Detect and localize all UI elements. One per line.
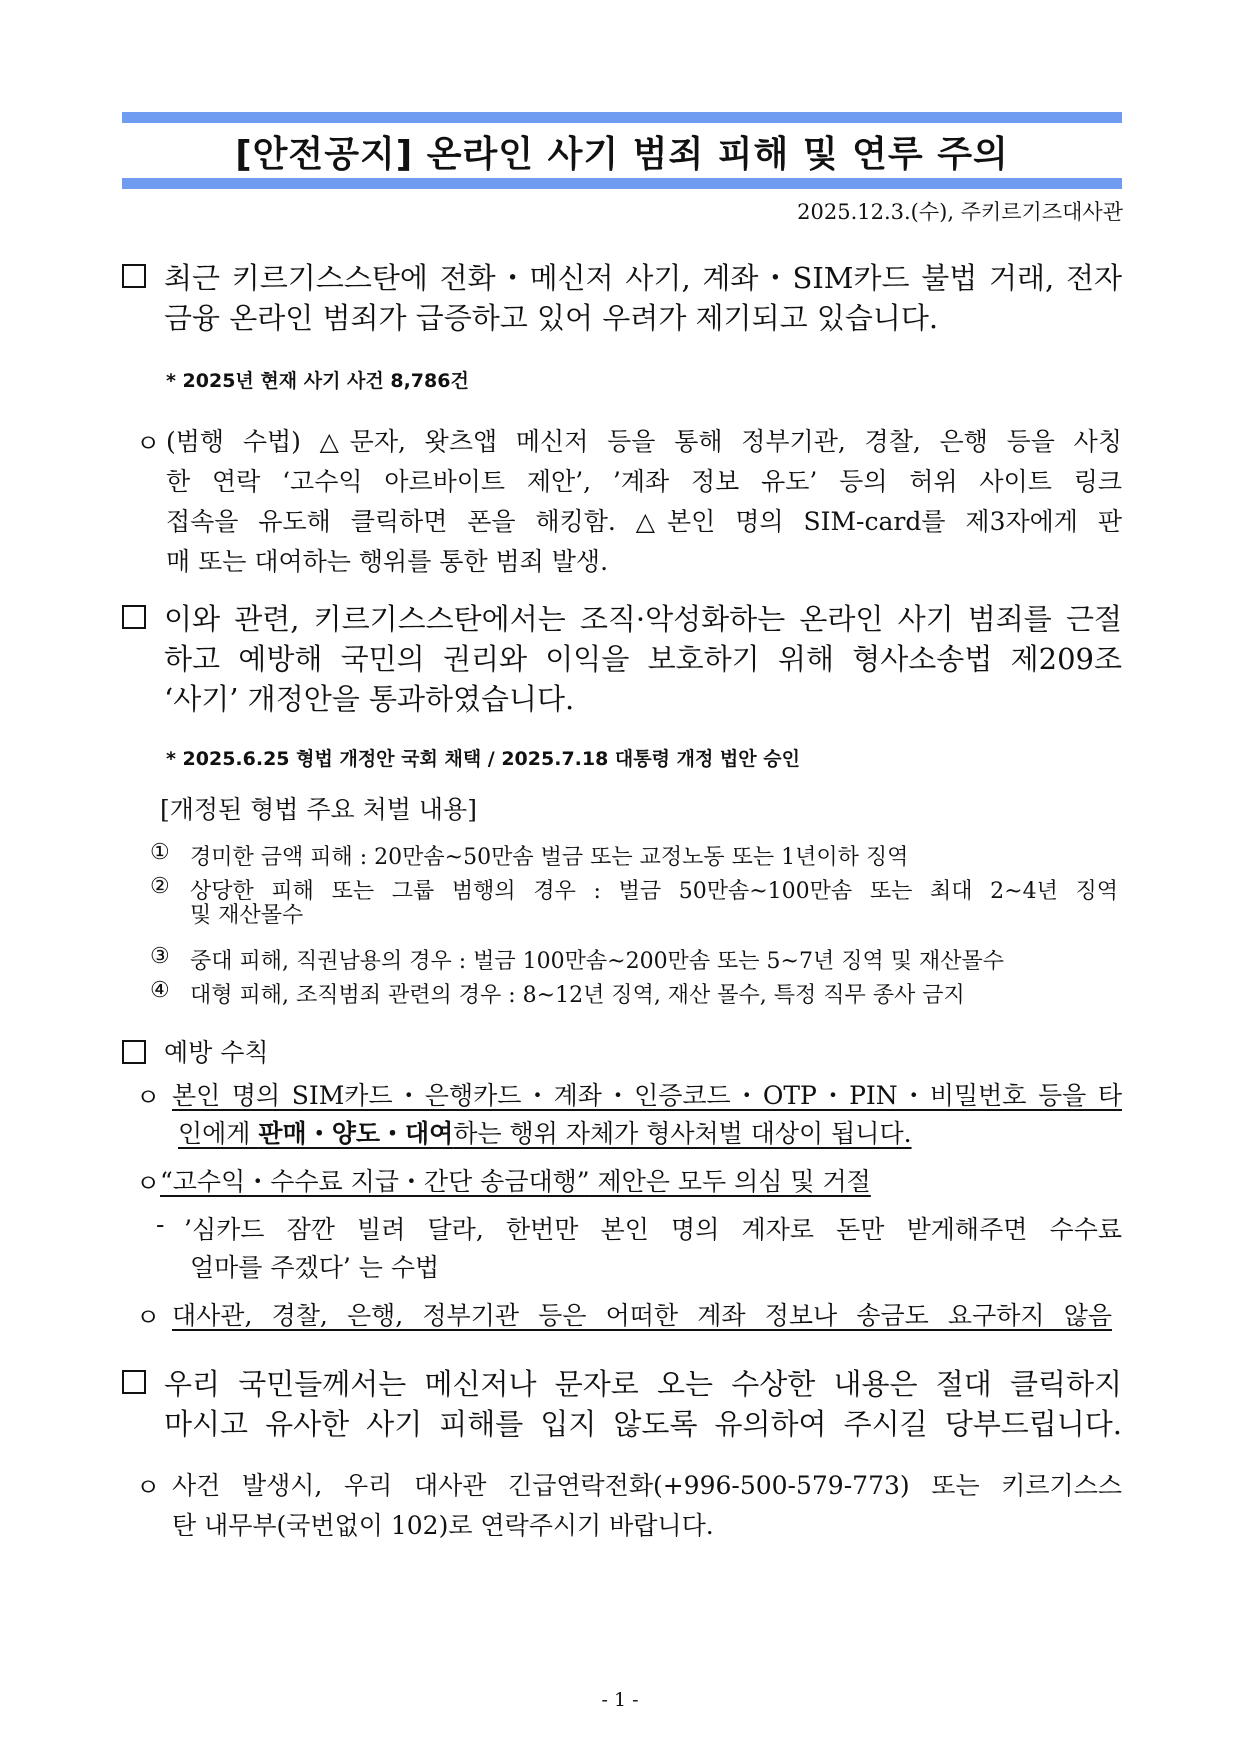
section-2-note: * 2025.6.25 형법 개정안 국회 채택 / 2025.7.18 대통령 개정 법안 승인	[166, 748, 800, 770]
section-4-line-2: 마시고 유사한 사기 피해를 입지 않도록 유의하여 주시길 당부드립니다.	[164, 1407, 1122, 1441]
list-item-number: ②	[150, 874, 170, 899]
list-item-number: ③	[150, 944, 170, 969]
text-segment: 하는 행위 자체가 형사처벌 대상이 됩니다.	[453, 1119, 912, 1148]
title-top-rule	[122, 112, 1122, 123]
quoted-text: “고수익・수수료 지급・간단 송금대행”	[160, 1167, 590, 1196]
list-item: 중대 피해, 직권남용의 경우 : 벌금 100만솜~200만솜 또는 5~7년 징역 및 재산몰수	[190, 949, 1004, 974]
section-2-line-1: 이와 관련, 키르기스스탄에서는 조직·악성화하는 온라인 사기 범죄를 근절	[164, 602, 1122, 636]
text-segment: 인에게	[178, 1119, 259, 1148]
section-3-bullet-1-line-2	[178, 1114, 912, 1150]
penalty-subheading: [개정된 형법 주요 처벌 내용]	[160, 795, 477, 824]
section-3-dash-line-2: 얼마를 주겠다’ 는 수법	[190, 1253, 440, 1282]
section-3-dash-line-1: ’심카드 잠깐 빌려 달라, 한번만 본인 명의 계자로 돈만 받게해주면 수수료	[184, 1215, 1122, 1244]
title-bottom-rule	[122, 178, 1122, 189]
checkbox-square-icon	[122, 1370, 146, 1394]
list-item-number: ④	[150, 978, 170, 1003]
bullet-marker: ㅇ	[136, 1169, 161, 1198]
section-2-line-3: ‘사기’ 개정안을 통과하였습니다.	[164, 682, 575, 716]
list-item: 대형 피해, 조직범죄 관련의 경우 : 8~12년 징역, 재산 몰수, 특정 직무 종사 금지	[190, 983, 965, 1008]
list-item: 경미한 금액 피해 : 20만솜~50만솜 벌금 또는 교정노동 또는 1년이하 징역	[190, 845, 909, 870]
text-segment: 제안은 모두 의심 및 거절	[589, 1167, 871, 1196]
date-line: 2025.12.3.(수), 주키르기즈대사관	[797, 200, 1123, 224]
dash-marker: -	[156, 1210, 165, 1239]
section-1-bullet-line-1: (범행 수법) △문자, 왓츠앱 메신저 등을 통해 정부기관, 경찰, 은행 등을 사칭	[166, 427, 1122, 456]
section-4-line-1: 우리 국민들께서는 메신저나 문자로 오는 수상한 내용은 절대 클릭하지	[164, 1367, 1122, 1401]
section-3-bullet-1-line-1: 본인 명의 SIM카드・은행카드・계좌・인증코드・OTP・PIN・비밀번호 등을 타	[172, 1081, 1122, 1110]
page-title: [안전공지] 온라인 사기 범죄 피해 및 연루 주의	[235, 134, 1009, 175]
section-3-bullet-3: 대사관, 경찰, 은행, 정부기관 등은 어떠한 계좌 정보나 송금도 요구하지 않음	[172, 1301, 1112, 1330]
section-4-bullet-line-1: 사건 발생시, 우리 대사관 긴급연락전화(+996-500-579-773) 또는 키르기스스	[172, 1471, 1122, 1500]
list-item-continued: 및 재산몰수	[190, 903, 304, 928]
section-1-line-2: 금융 온라인 범죄가 급증하고 있어 우려가 제기되고 있습니다.	[164, 301, 939, 335]
section-1-line-1: 최근 키르기스스탄에 전화・메신저 사기, 계좌・SIM카드 불법 거래, 전자	[164, 261, 1122, 295]
bullet-marker: ㅇ	[136, 429, 161, 458]
section-3-bullet-2	[160, 1162, 871, 1198]
section-2-line-2: 하고 예방해 국민의 권리와 이익을 보호하기 위해 형사소송법 제209조	[164, 642, 1122, 676]
bullet-marker: ㅇ	[136, 1473, 161, 1502]
checkbox-square-icon	[122, 1040, 146, 1064]
section-1-bullet-line-4: 매 또는 대여하는 행위를 통한 범죄 발생.	[166, 547, 609, 576]
section-3-heading: 예방 수칙	[164, 1038, 269, 1067]
page-number: - 1 -	[601, 1689, 639, 1711]
section-1-bullet-line-3: 접속을 유도해 클릭하면 폰을 해킹함. △본인 명의 SIM-card를 제3자에게 판	[166, 507, 1122, 536]
bullet-marker: ㅇ	[136, 1083, 161, 1112]
list-item-number: ①	[150, 840, 170, 865]
checkbox-square-icon	[122, 264, 146, 288]
section-1-bullet-line-2: 한 연락 ‘고수익 아르바이트 제안’, ’계좌 정보 유도’ 등의 허위 사이트 링크	[166, 467, 1122, 496]
emphasis-text: 판매・양도・대여	[258, 1119, 454, 1148]
section-1-note: * 2025년 현재 사기 사건 8,786건	[166, 370, 469, 392]
checkbox-square-icon	[122, 605, 146, 629]
list-item: 상당한 피해 또는 그룹 범행의 경우 : 벌금 50만솜~100만솜 또는 최대 2~4년 징역	[190, 879, 1118, 904]
section-4-bullet-line-2: 탄 내무부(국번없이 102)로 연락주시기 바랍니다.	[172, 1511, 714, 1540]
bullet-marker: ㅇ	[136, 1303, 161, 1332]
